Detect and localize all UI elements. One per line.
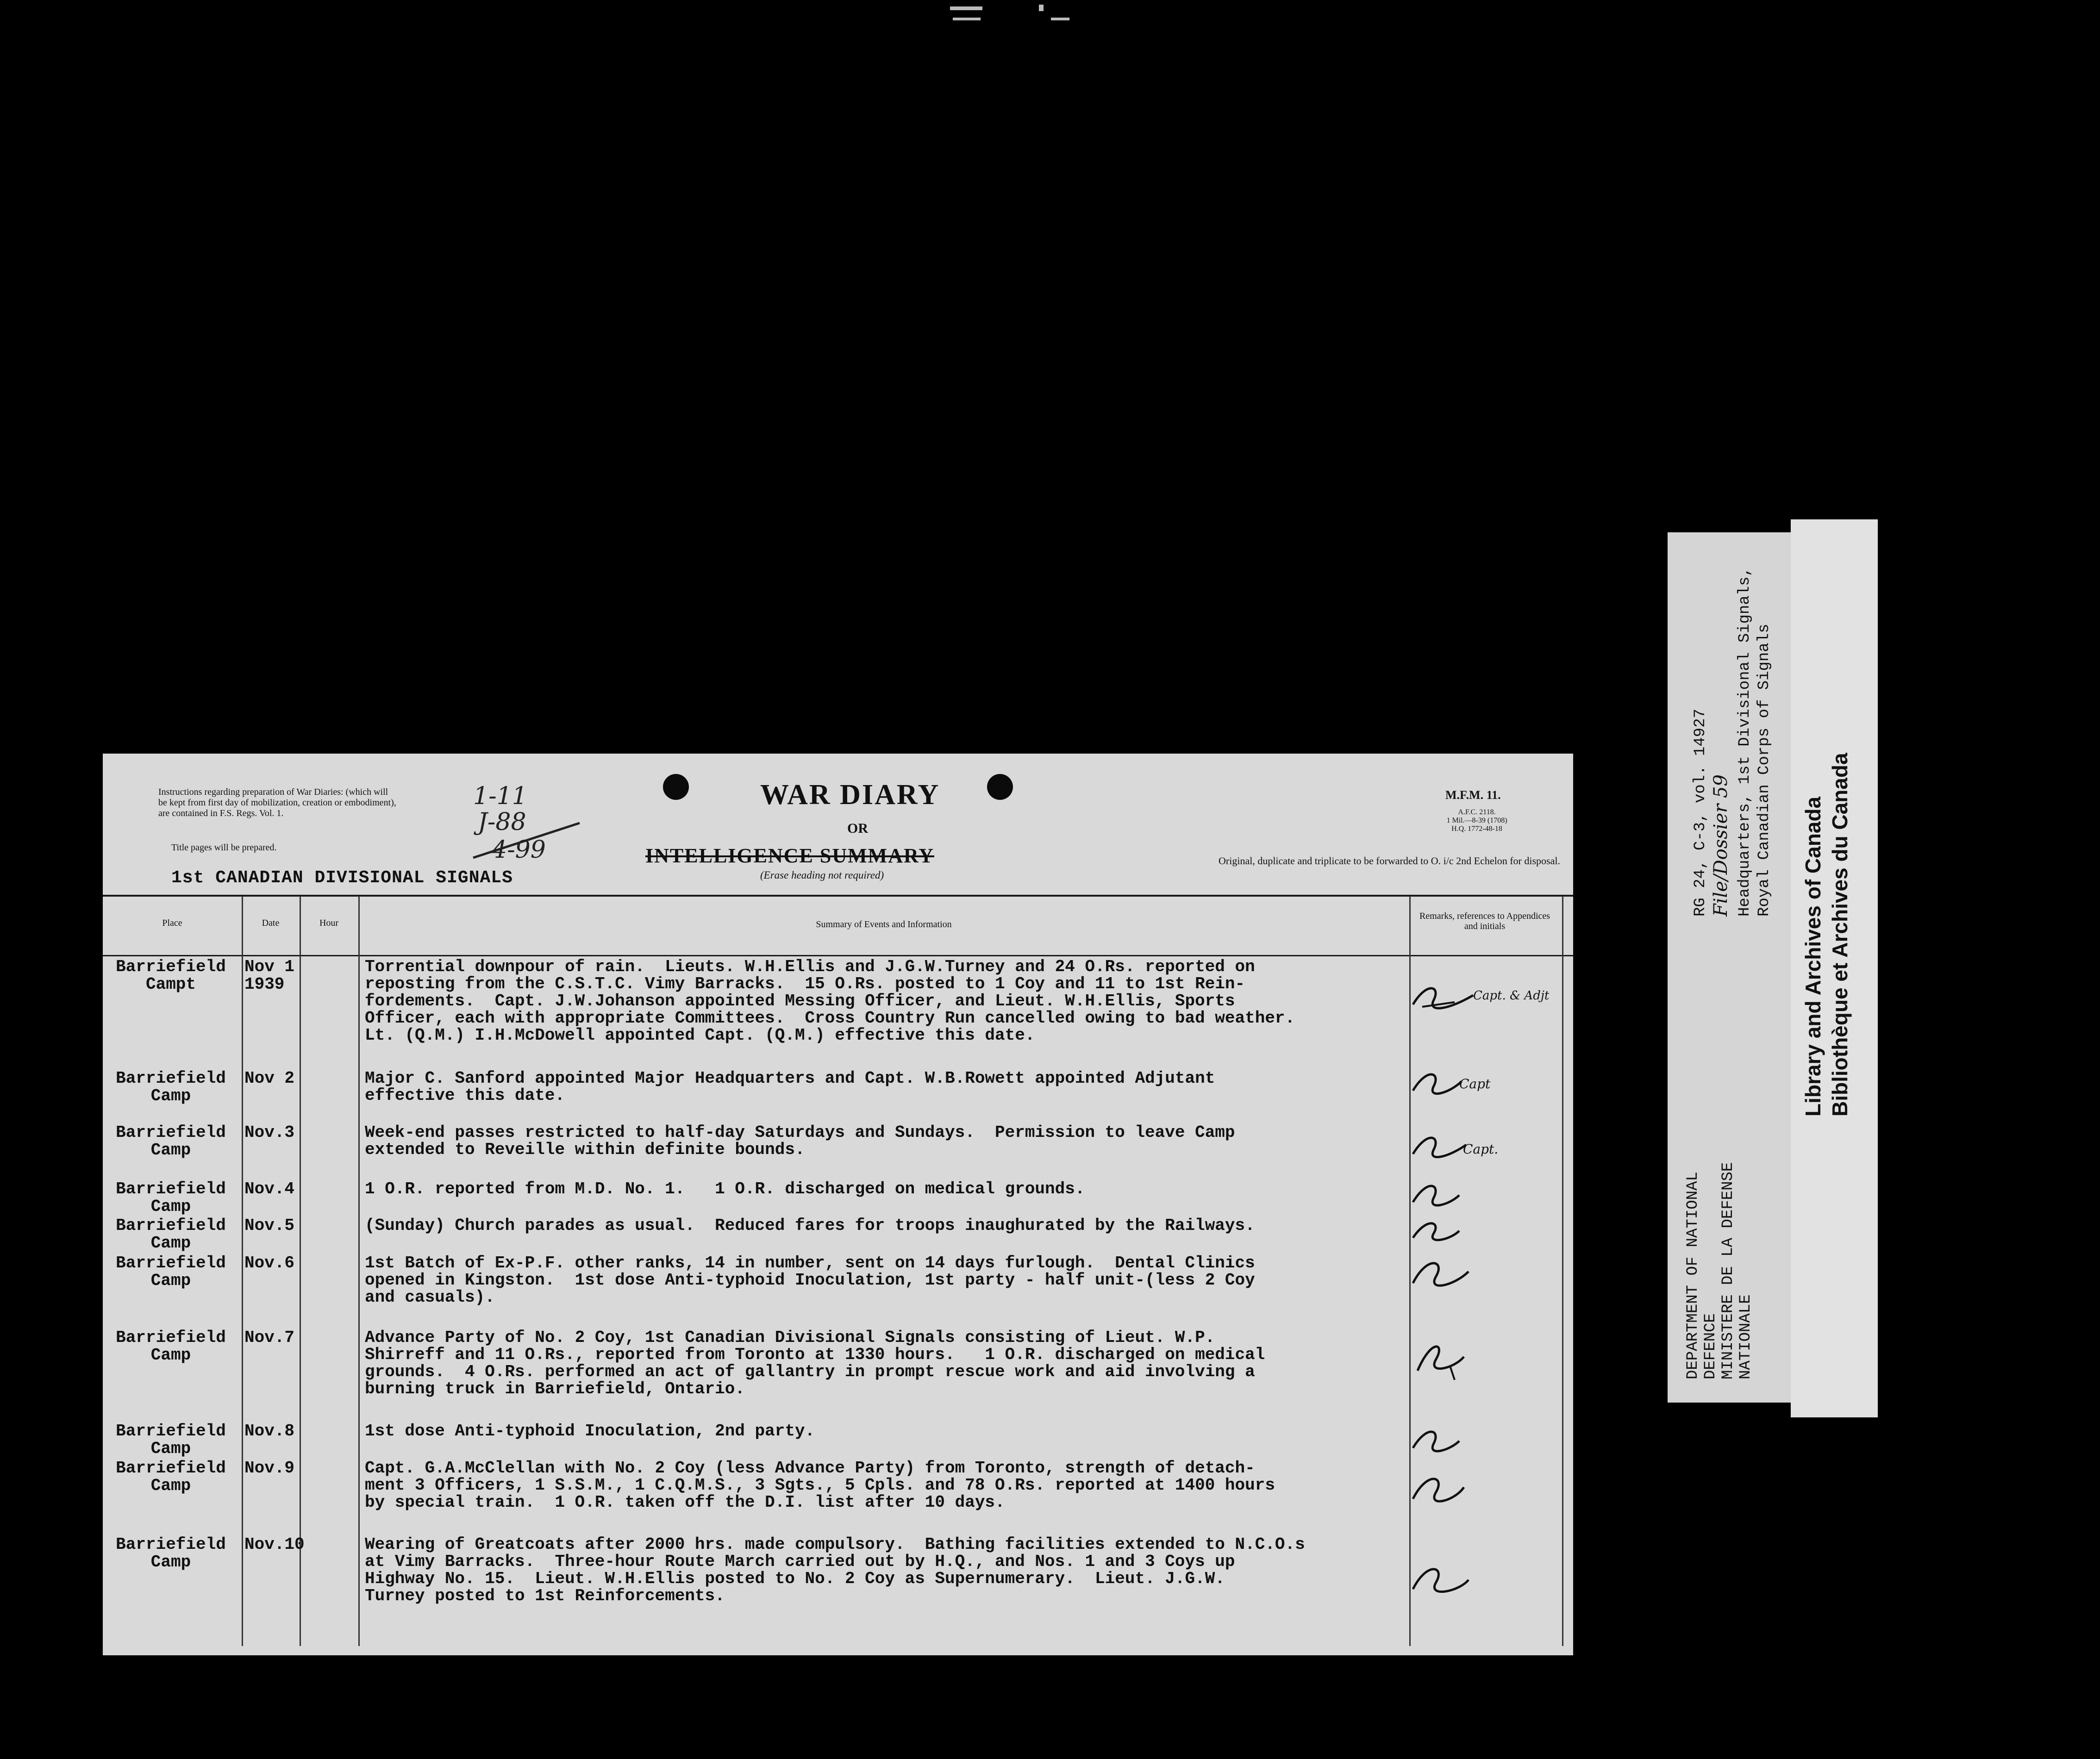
place-cell: Barriefield Camp [116,1535,226,1572]
archive-label-french: Bibliothèque et Archives du Canada [1828,753,1852,1117]
place-cell: Barriefield Camp [116,1459,226,1495]
summary-cell: 1 O.R. reported from M.D. No. 1. 1 O.R. discharged on medical grounds. [365,1179,1085,1198]
initials-signature [1408,1251,1473,1297]
initials-signature [1408,1215,1464,1247]
archive-label-card [1791,519,1878,1417]
department-line: NATIONALE [1737,1294,1755,1379]
date-cell: Nov.6 [244,1254,295,1272]
ref-line-vol: RG 24, C-3, vol. 14927 [1692,709,1709,917]
place-cell: Barriefield Camp [116,1069,226,1105]
reference-card [1668,532,1806,1403]
date-cell: Nov.10 [244,1535,305,1554]
punch-hole-left [663,774,689,800]
print-codes [1431,808,1523,833]
initials-cell [1408,1559,1556,1605]
speck-mark [1039,5,1044,11]
summary-cell: Week-end passes restricted to half-day Saturdays and Sundays. Permission to leave Camp extended to Reveille within definite bounds. [365,1123,1235,1159]
place-cell: Barriefield Camp [116,1216,226,1253]
form-title: WAR DIARY [760,779,940,811]
title-pages-note: Title pages will be prepared. [171,842,277,853]
place-cell: Barriefield Camp [116,1179,226,1216]
initials-note: Capt [1459,1076,1491,1092]
department-line: DEPARTMENT OF NATIONAL [1684,1172,1702,1379]
header-hour: Hour [319,918,339,928]
handwritten-slash [469,818,584,860]
header-date: Date [262,918,280,928]
print-code: H.Q. 1772-48-18 [1451,825,1502,833]
summary-cell: Torrential downpour of rain. Lieuts. W.H.Ellis and J.G.W.Turney and 24 O.Rs. reported on reposting from the C.S.T.C. Vimy Barracks. 15 O.Rs. posted to 1 Coy and 11 to 1st Rein- fordements. Capt. J.W.Johanson appointed Messing Officer, and Lieut. W.H.Ellis, Sports Officer, each with appropriate Committees. Cross Country Run cancelled owing to bad weather. Lt. (Q.M.) I.H.McDowell appointed Capt. (Q.M.) effective this date. [365,957,1295,1045]
date-cell: Nov.9 [244,1459,295,1478]
initials-cell [1408,1251,1556,1297]
initials-cell [1408,1334,1556,1380]
print-code: A.F.C. 2118. [1458,808,1496,816]
place-cell: Barriefield Camp [116,1422,226,1458]
initials-cell [1408,1065,1556,1111]
summary-cell: 1st Batch of Ex-P.F. other ranks, 14 in number, sent on 14 days furlough. Dental Clinics opened in Kingston. 1st dose Anti-typhoid Inoculation, 1st party - half unit-(less 2 Coy and casuals). [365,1254,1255,1307]
date-cell: Nov.3 [244,1123,295,1142]
ref-file-note: File/Dossier 59 [1710,774,1731,917]
date-cell: Nov 2 [244,1069,295,1088]
header-remarks: Remarks, references to Appendices and initials [1419,911,1550,931]
initials-cell [1408,977,1575,1023]
erase-note: (Erase heading not required) [760,869,884,881]
initials-signature [1408,1129,1469,1166]
header-summary: Summary of Events and Information [816,919,952,929]
ref-line-corps: Royal Canadian Corps of Signals [1756,624,1773,917]
header-place: Place [162,918,182,928]
initials-signature [1408,1422,1464,1460]
speck-mark [950,6,982,10]
handwritten-ref-3: 4-99 [492,836,546,864]
date-cell: Nov.5 [244,1216,295,1235]
header-bottom-rule [103,955,1573,956]
handwritten-ref-1: 1-11 [473,782,527,810]
struck-heading: INTELLIGENCE SUMMARY [645,844,934,867]
archive-label-english: Library and Archives of Canada [1801,796,1825,1117]
place-cell: Barriefield Campt [116,957,226,994]
place-cell: Barriefield Camp [116,1123,226,1160]
place-cell: Barriefield Camp [116,1328,226,1365]
summary-cell: (Sunday) Church parades as usual. Reduced fares for troops inaughurated by the Railways. [365,1216,1255,1235]
department-line: DEFENCE [1702,1313,1719,1379]
table-top-rule [103,895,1573,897]
ref-line-hq: Headquarters, 1st Divisional Signals, [1736,567,1754,917]
or-text: OR [847,821,868,836]
unit-name: 1st CANADIAN DIVISIONAL SIGNALS [171,868,513,888]
summary-cell: Capt. G.A.McClellan with No. 2 Coy (less Advance Party) from Toronto, strength of detach- ment 3 Officers, 1 S.S.M., 1 C.Q.M.S., 3 Sgts., 5 Cpls. and 78 O.Rs. reported at 1400 hours by special train. 1 O.R. taken off the D.I. list after 10 days. [365,1459,1275,1512]
speck-mark [953,18,981,20]
initials-signature [1408,1177,1464,1214]
speck-mark [1051,18,1069,20]
initials-signature [1408,1334,1469,1385]
print-code: 1 Mil.—8-39 (1708) [1446,817,1507,824]
summary-cell: Major C. Sanford appointed Major Headquarters and Capt. W.B.Rowett appointed Adjutant effective this date. [365,1069,1215,1105]
forwarding-note: Original, duplicate and triplicate to be forwarded to O. i/c 2nd Echelon for disposal. [1219,855,1560,867]
initials-signature [1408,977,1478,1018]
summary-cell: Wearing of Greatcoats after 2000 hrs. made compulsory. Bathing facilities extended to N.C.O.s at Vimy Barracks. Three-hour Route March carried out by H.Q., and Nos. 1 and 3 Coys up Highway No. 15. Lieut. W.H.Ellis posted to No. 2 Coy as Supernumerary. Lieut. J.G.W. Turney posted to 1st Reinforcements. [365,1535,1305,1605]
initials-signature [1408,1065,1464,1102]
initials-cell [1408,1469,1556,1515]
initials-signature [1408,1559,1473,1601]
form-number: M.F.M. 11. [1445,788,1501,802]
initials-note: Capt. [1463,1141,1499,1157]
department-line: MINISTERE DE LA DEFENSE [1719,1162,1737,1379]
date-cell: Nov.4 [244,1179,295,1198]
column-divider [242,896,243,1646]
punch-hole-right [987,774,1013,800]
date-cell: Nov.8 [244,1422,295,1441]
handwritten-ref-2: J-88 [478,808,526,836]
column-divider [358,896,360,1646]
initials-cell [1408,1129,1556,1175]
place-cell: Barriefield Camp [116,1254,226,1290]
summary-cell: Advance Party of No. 2 Coy, 1st Canadian Divisional Signals consisting of Lieut. W.P. Shirreff and 11 O.Rs., reported from Toronto at 1330 hours. 1 O.R. discharged on medical grounds. 4 O.Rs. performed an act of gallantry in prompt rescue work and aid involving a burning truck in Barriefield, Ontario. [365,1328,1265,1398]
summary-cell: 1st dose Anti-typhoid Inoculation, 2nd party. [365,1422,815,1441]
date-cell: Nov 1 1939 [244,957,295,994]
initials-signature [1408,1469,1469,1510]
date-cell: Nov.7 [244,1328,295,1347]
instructions-text: Instructions regarding preparation of War Diaries: (which will be kept from first day of mobilization, creation or embodiment), are contained in F.S. Regs. Vol. 1. [158,787,396,818]
initials-note: Capt. & Adjt [1473,989,1550,1003]
war-diary-page [103,754,1573,1655]
